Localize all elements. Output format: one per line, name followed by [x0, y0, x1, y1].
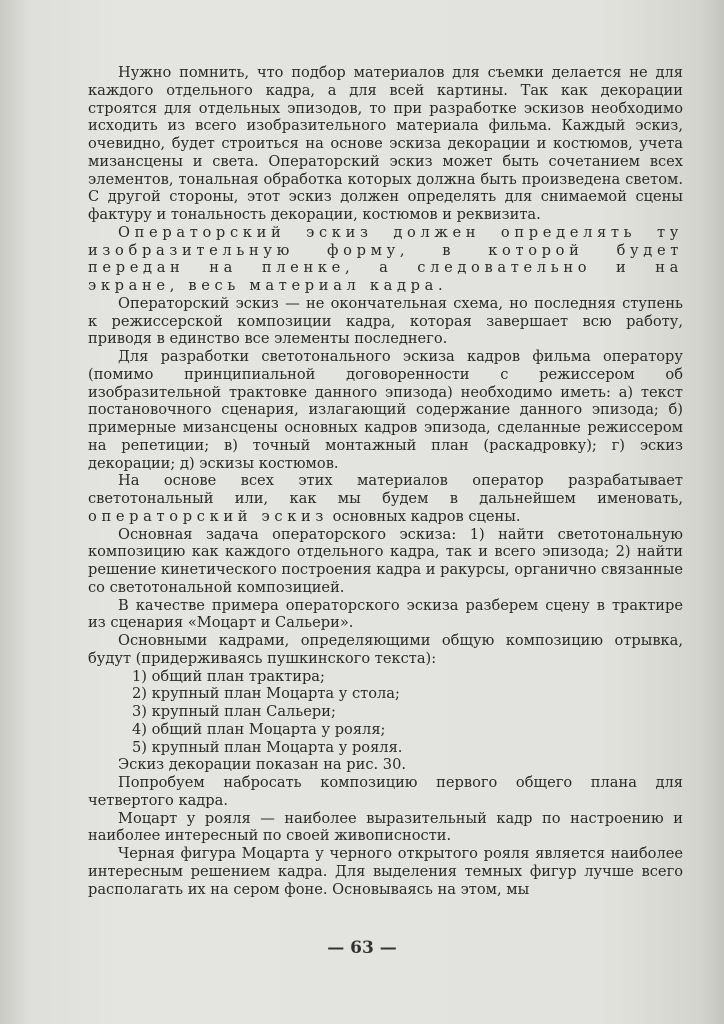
- paragraph-8: Основными кадрами, определяющими общую композицию отрывка, будут (придерживаясь пушкинского текста):: [88, 632, 683, 667]
- paragraph-2-spaced: Операторский эскиз должен определять ту изобразительную форму, в которой будет передан на пленке, а следовательно и на экране, весь материал кадра.: [88, 223, 683, 294]
- list-item: 5) крупный план Моцарта у рояля.: [132, 738, 403, 756]
- paragraph-4: Для разработки светотонального эскиза кадров фильма оператору (помимо принципиальной договоренности с режиссером об изобразительной трактовке данного эпизода) необходимо иметь: а) текст постановочного сценария, излагающий содержание данного эпизода; б) примерные мизансцены основных кадров эпизода, сделанные режиссером на репетиции; в) точный монтажный план (раскадровку); г) эскиз декорации; д) эскизы костюмов.: [88, 348, 683, 472]
- paragraph-5-term: операторский эскиз: [88, 507, 329, 525]
- page-body: [88, 64, 683, 898]
- list-item: 2) крупный план Моцарта у стола;: [132, 685, 400, 703]
- paragraph-9: Эскиз декорации показан на рис. 30.: [118, 756, 406, 774]
- page-number: — 63 —: [327, 938, 397, 958]
- paragraph-11: Моцарт у рояля — наиболее выразительный кадр по настроению и наиболее интересный по своей живописности.: [88, 809, 683, 845]
- paragraph-5: [88, 472, 683, 525]
- paragraph-6: Основная задача операторского эскиза: 1) найти светотональную композицию как каждого отдельного кадра, так и всего эпизода; 2) найти решение кинетического построения кадра и ракурсы, органично связанные со светотональной композицией.: [88, 525, 683, 596]
- shot-list: [88, 668, 683, 757]
- paragraph-12: Черная фигура Моцарта у черного открытого рояля является наиболее интересным решением кадра. Для выделения темных фигур лучше всего располагать их на сером фоне. Основываясь на этом, мы: [88, 845, 683, 898]
- paragraph-10: Попробуем набросать композицию первого общего плана для четвертого кадра.: [88, 774, 683, 809]
- list-item: 3) крупный план Сальери;: [132, 703, 336, 720]
- paragraph-3: Операторский эскиз — не окончательная схема, но последняя ступень к режиссерской композиции кадра, которая завершает всю работу, приводя в единство все элементы последнего.: [88, 294, 683, 348]
- paragraph-1: Нужно помнить, что подбор материалов для съемки делается не для каждого отдельного кадра, а для всей картины. Так как декорации строятся для отдельных эпизодов, то при разработке эскизов необходимо исходить из всего изобразительного материала фильма. Каждый эскиз, очевидно, будет строиться на основе эскиза декорации и костюмов, учета мизансцены и света. Операторский эскиз может быть сочетанием всех элементов, тональная обработка которых должна быть произведена светом. С другой стороны, этот эскиз должен определять для снимаемой сцены фактуру и тональность декорации, костюмов и реквизита.: [88, 64, 683, 223]
- paragraph-5-end: основных кадров сцены.: [328, 507, 521, 525]
- list-item: 1) общий план трактира;: [132, 667, 325, 685]
- list-item: 4) общий план Моцарта у рояля;: [132, 720, 386, 738]
- paragraph-5-start: На основе всех этих материалов оператор разрабатывает светотональный или, как мы будем в дальнейшем именовать,: [88, 472, 683, 507]
- paragraph-7: В качестве примера операторского эскиза разберем сцену в трактире из сценария «Моцарт и Сальери».: [88, 596, 683, 632]
